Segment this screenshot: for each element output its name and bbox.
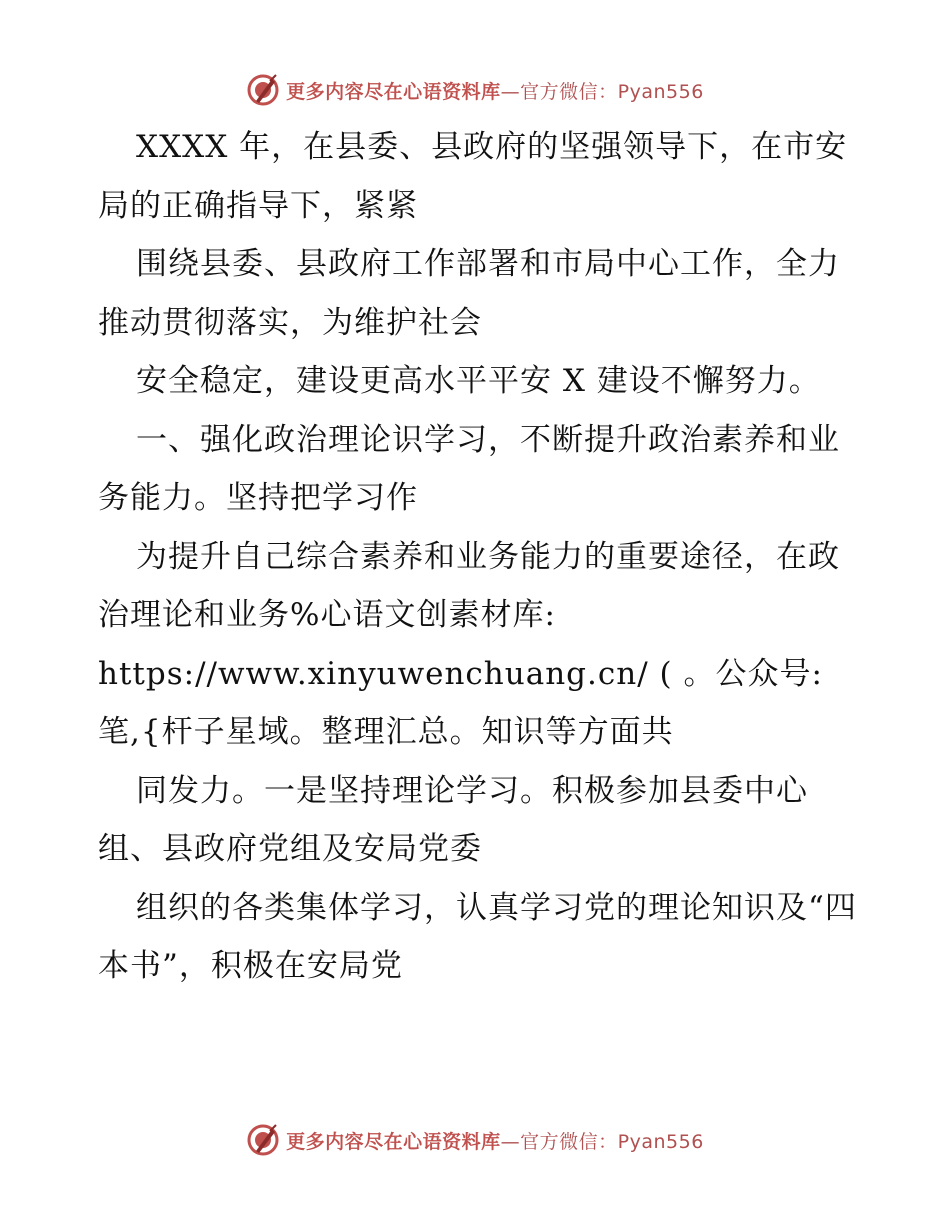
- paragraph-3: 安全稳定，建设更高水平平安 X 建设不懈努力。: [136, 363, 821, 399]
- header-banner: [0, 70, 950, 110]
- footer-banner: [0, 1120, 950, 1160]
- banner-wechat-text: —官方微信：Pyan556: [500, 1130, 704, 1153]
- pen-logo-icon: [246, 73, 280, 107]
- pen-logo-icon: [246, 1123, 280, 1157]
- banner-main-text: 更多内容尽在心语资料库: [286, 1130, 501, 1153]
- paragraph-6: 同发力。一是坚持理论学习。积极参加县委中心组、县政府党组及安局党委: [98, 772, 808, 867]
- banner-main-text: 更多内容尽在心语资料库: [286, 80, 501, 103]
- banner-wechat-text: —官方微信：Pyan556: [500, 80, 704, 103]
- paragraph-4: 一、强化政治理论识学习，不断提升政治素养和业务能力。坚持把学习作: [98, 421, 840, 516]
- paragraph-2: 围绕县委、县政府工作部署和市局中心工作，全力推动贯彻落实，为维护社会: [98, 246, 840, 341]
- paragraph-5: 为提升自己综合素养和业务能力的重要途径，在政治理论和业务%心语文创素材库: https://www.xinyuwenchuang.cn/ ( 。公众号: 笔,{杆子星域。整理汇总。知识等方面共: [98, 538, 840, 750]
- document-body: [98, 118, 868, 996]
- paragraph-7: 组织的各类集体学习，认真学习党的理论知识及“四本书”，积极在安局党: [98, 889, 857, 984]
- paragraph-1: XXXX 年，在县委、县政府的坚强领导下，在市安局的正确指导下，紧紧: [98, 129, 848, 224]
